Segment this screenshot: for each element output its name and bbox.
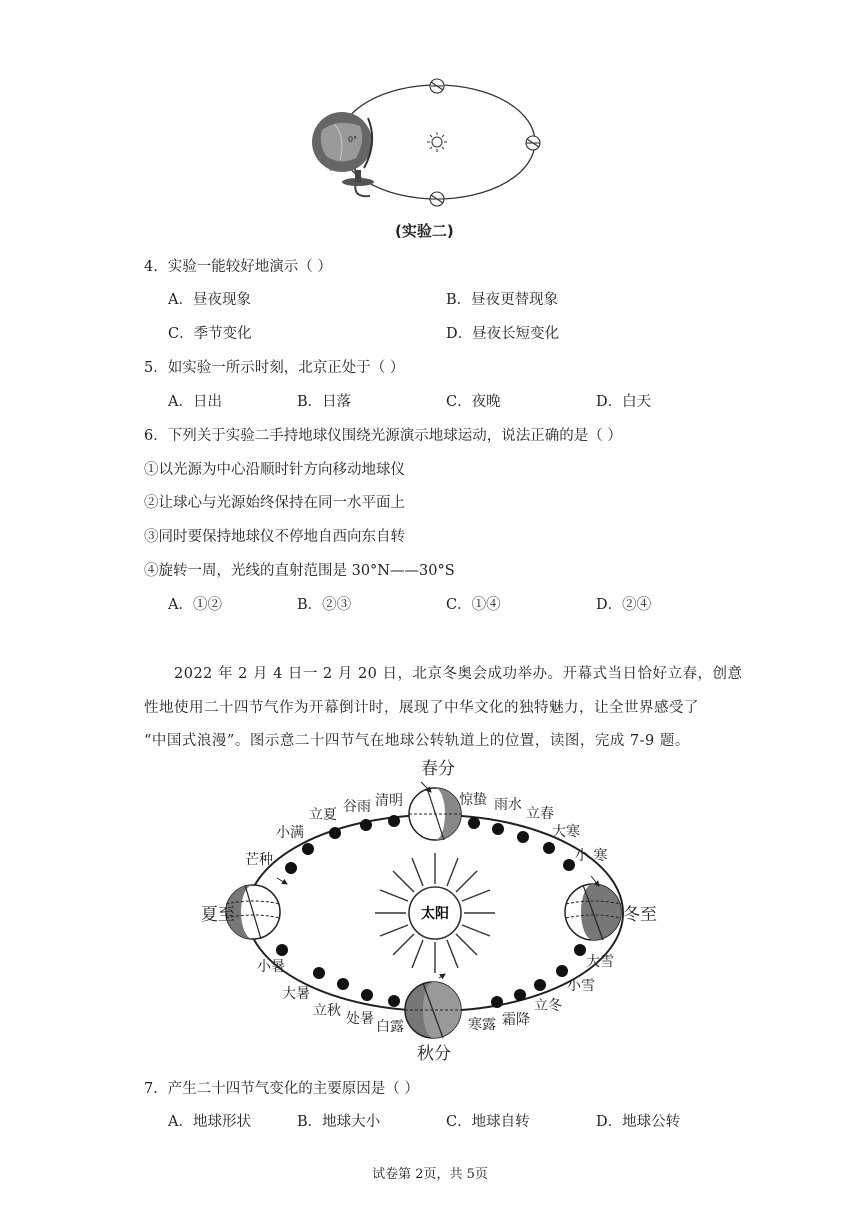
passage-line-1: 2022 年 2 月 4 日一 2 月 20 日，北京冬奥会成功举办。开幕式当日恰好立春，创意: [174, 666, 743, 682]
globe-autumn-equinox-icon: [405, 974, 461, 1038]
globe-icon: [312, 112, 374, 196]
term-bailu: 白露: [376, 1019, 404, 1035]
question-6-statement-3: ③同时要保持地球仪不停地自西向东自转: [144, 529, 405, 545]
question-6-option-a[interactable]: A．①②: [168, 597, 222, 613]
question-5-option-d[interactable]: D．白天: [596, 394, 652, 410]
question-6-option-b[interactable]: B．②③: [297, 597, 352, 613]
question-4-option-a[interactable]: A．昼夜现象: [168, 292, 251, 308]
term-lichun: 立春: [526, 806, 554, 822]
term-jingzhe: 惊蛰: [459, 792, 487, 808]
term-xiaohan: 小 寒: [575, 848, 608, 864]
question-4-option-d[interactable]: D．昼夜长短变化: [446, 326, 560, 342]
question-6-statement-1: ①以光源为中心沿顺时针方向移动地球仪: [144, 462, 405, 478]
question-7-option-c[interactable]: C．地球自转: [446, 1114, 530, 1130]
globe-winter-solstice-icon: [565, 876, 621, 940]
question-4-stem: 4．实验一能较好地演示（ ）: [144, 259, 332, 275]
question-7-option-b[interactable]: B．地球大小: [297, 1114, 381, 1130]
passage-line-3: “中国式浪漫”。图示意二十四节气在地球公转轨道上的位置，读图，完成 7-9 题。: [144, 733, 690, 749]
term-chushu: 处暑: [346, 1011, 374, 1027]
question-6-statement-2: ②让球心与光源始终保持在同一水平面上: [144, 495, 405, 511]
question-5-option-b[interactable]: B．日落: [297, 394, 352, 410]
term-lixia: 立夏: [309, 807, 337, 823]
experiment-two-figure: [300, 70, 560, 215]
term-guyu: 谷雨: [343, 799, 371, 815]
term-liqiu: 立秋: [313, 1003, 341, 1019]
term-hanlu: 寒露: [468, 1017, 496, 1033]
term-dongzhi: 冬至: [623, 905, 657, 925]
term-xiazhi: 夏至: [201, 905, 235, 925]
term-xiaoman: 小满: [276, 825, 304, 841]
globe-spring-equinox-icon: [409, 782, 461, 840]
term-yushui: 雨水: [494, 797, 522, 813]
sun-label: 太阳: [421, 906, 449, 922]
term-lidong: 立冬: [534, 998, 562, 1014]
question-7-option-a[interactable]: A．地球形状: [168, 1114, 251, 1130]
question-6-option-c[interactable]: C．①④: [446, 597, 501, 613]
term-dashu: 大暑: [282, 986, 310, 1002]
term-chunfen: 春分: [421, 759, 455, 779]
figure-caption: (实验二): [395, 222, 454, 240]
term-qingming: 清明: [375, 793, 403, 809]
term-xiaoshu: 小暑: [257, 959, 285, 975]
term-qiufen: 秋分: [417, 1044, 451, 1062]
question-4-option-b[interactable]: B．昼夜更替现象: [446, 292, 559, 308]
page-footer: 试卷第 2页，共 5页: [372, 1167, 488, 1182]
globe-summer-solstice-icon: [226, 878, 287, 939]
term-shuangjiang: 霜降: [502, 1012, 530, 1028]
term-xiaoxue: 小雪: [567, 978, 595, 994]
question-6-option-d[interactable]: D．②④: [596, 597, 652, 613]
question-7-stem: 7．产生二十四节气变化的主要原因是（ ）: [144, 1081, 419, 1097]
question-5-stem: 5．如实验一所示时刻，北京正处于（ ）: [144, 360, 405, 376]
question-6-statement-4: ④旋转一周，光线的直射范围是 30°N——30°S: [144, 563, 455, 579]
question-5-option-c[interactable]: C．夜晚: [446, 394, 501, 410]
passage-line-2: 性地使用二十四节气作为开幕倒计时，展现了中华文化的独特魅力，让全世界感受了: [144, 700, 699, 716]
question-7-option-d[interactable]: D．地球公转: [596, 1114, 681, 1130]
question-4-option-c[interactable]: C．季节变化: [168, 326, 252, 342]
term-dahan: 大寒: [552, 824, 580, 840]
term-daxue: 大雪: [586, 954, 614, 970]
svg-text:0°: 0°: [348, 135, 358, 144]
term-mangzhong: 芒种: [245, 852, 273, 868]
solar-terms-orbit-diagram: [195, 752, 675, 1062]
question-5-option-a[interactable]: A．日出: [168, 394, 222, 410]
question-6-stem: 6．下列关于实验二手持地球仪围绕光源演示地球运动，说法正确的是（ ）: [144, 428, 622, 444]
